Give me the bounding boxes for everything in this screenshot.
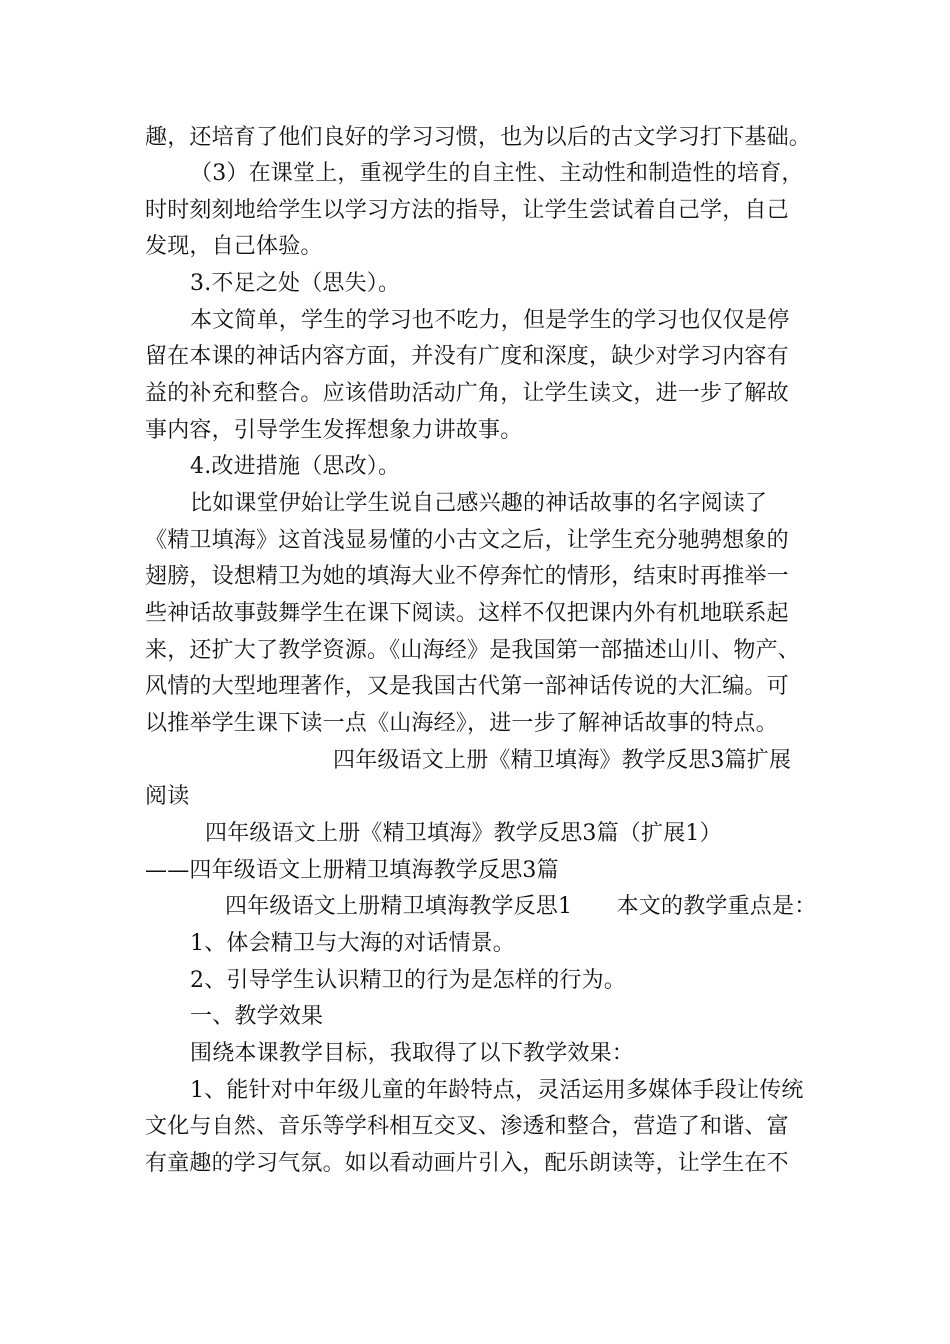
body-line: 比如课堂伊始让学生说自己感兴趣的神话故事的名字阅读了: [190, 491, 768, 516]
body-line: 以推举学生课下读一点《山海经》，进一步了解神话故事的特点。: [145, 711, 778, 736]
extended-reading-title-cont: 阅读: [145, 784, 190, 809]
body-line: 文化与自然、音乐等学科相互交叉、渗透和整合，营造了和谐、富: [145, 1114, 789, 1139]
body-line: 事内容，引导学生发挥想象力讲故事。: [145, 418, 523, 443]
body-line: 发现，自己体验。: [145, 234, 323, 259]
body-line: 《精卫填海》这首浅显易懂的小古文之后，让学生充分驰骋想象的: [145, 528, 789, 553]
body-line: 围绕本课教学目标，我取得了以下教学效果：: [190, 1041, 635, 1066]
body-line: 风情的大型地理著作，又是我国古代第一部神话传说的大汇编。可: [145, 674, 789, 699]
list-item: 1、体会精卫与大海的对话情景。: [190, 931, 515, 956]
body-line: 有童趣的学习气氛。如以看动画片引入，配乐朗读等，让学生在不: [145, 1151, 789, 1176]
section-heading: 一、教学效果: [190, 1004, 324, 1029]
body-line: 益的补充和整合。应该借助活动广角，让学生读文，进一步了解故: [145, 381, 789, 406]
reflection-1-heading: 四年级语文上册精卫填海教学反思1 本文的教学重点是：: [225, 894, 817, 919]
body-line: 留在本课的神话内容方面，并没有广度和深度，缺少对学习内容有: [145, 344, 789, 369]
body-line: 本文简单，学生的学习也不吃力，但是学生的学习也仅仅是停: [190, 308, 790, 333]
list-item: 2、引导学生认识精卫的行为是怎样的行为。: [190, 968, 626, 993]
extended-reading-title: 四年级语文上册《精卫填海》教学反思3篇扩展: [333, 748, 792, 773]
body-line: 翅膀，设想精卫为她的填海大业不停奔忙的情形，结束时再推举一: [145, 564, 789, 589]
body-line: 趣，还培育了他们良好的学习习惯，也为以后的古文学习打下基础。: [145, 125, 812, 150]
list-item: 1、能针对中年级儿童的年龄特点，灵活运用多媒体手段让传统: [190, 1078, 804, 1103]
section-heading-3: 3.不足之处（思失）。: [190, 271, 401, 296]
body-line: 些神话故事鼓舞学生在课下阅读。这样不仅把课内外有机地联系起: [145, 601, 789, 626]
extension-subheading: ——四年级语文上册精卫填海教学反思3篇: [145, 858, 559, 883]
list-item-3: （3）在课堂上，重视学生的自主性、主动性和制造性的培育，: [190, 161, 804, 186]
extension-heading: 四年级语文上册《精卫填海》教学反思3篇（扩展1）: [205, 821, 722, 846]
section-heading-4: 4.改进措施（思改）。: [190, 454, 401, 479]
body-line: 来，还扩大了教学资源。《山海经》是我国第一部描述山川、物产、: [145, 638, 801, 663]
body-line: 时时刻刻地给学生以学习方法的指导，让学生尝试着自己学，自己: [145, 198, 789, 223]
